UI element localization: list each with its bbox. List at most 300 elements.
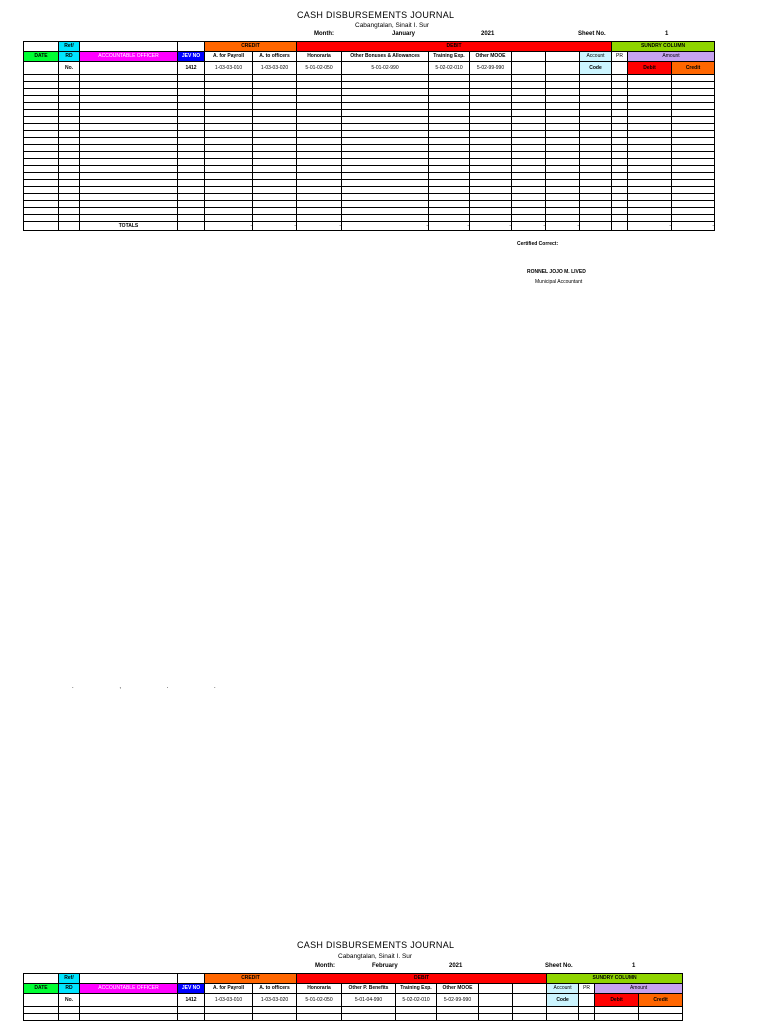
sundry-header: SUNDRY COLUMN bbox=[547, 974, 683, 984]
ledger-cell bbox=[24, 89, 59, 96]
account-code: 1-03-03-010 bbox=[205, 994, 253, 1007]
ledger-cell bbox=[297, 96, 342, 103]
officer-header: ACCOUNTABLE OFFICER bbox=[80, 984, 178, 994]
ledger-cell bbox=[80, 1007, 178, 1014]
ledger-cell bbox=[470, 138, 512, 145]
ledger-cell bbox=[672, 110, 715, 117]
sheet-value: 1 bbox=[665, 31, 669, 37]
col-header: Training Exp. bbox=[429, 52, 470, 62]
ledger-cell bbox=[672, 89, 715, 96]
ledger-cell bbox=[628, 117, 672, 124]
ledger-cell bbox=[437, 1007, 479, 1014]
ledger-row bbox=[24, 208, 715, 215]
ledger-cell bbox=[672, 201, 715, 208]
ledger-cell bbox=[297, 187, 342, 194]
ledger-cell bbox=[612, 89, 628, 96]
ledger-cell bbox=[59, 159, 80, 166]
ledger-cell bbox=[59, 117, 80, 124]
sundry-credit-header: Credit bbox=[672, 62, 715, 75]
ledger-cell bbox=[470, 96, 512, 103]
ledger-cell bbox=[672, 180, 715, 187]
ledger-cell bbox=[612, 187, 628, 194]
debit-header: DEBIT bbox=[297, 42, 612, 52]
ledger-cell bbox=[612, 131, 628, 138]
ledger-cell bbox=[297, 173, 342, 180]
ledger-row bbox=[24, 138, 715, 145]
ledger-cell bbox=[205, 138, 253, 145]
ledger-cell bbox=[470, 103, 512, 110]
ledger-cell bbox=[205, 82, 253, 89]
ledger-cell bbox=[59, 201, 80, 208]
ledger-cell bbox=[205, 215, 253, 222]
ledger-cell bbox=[512, 103, 546, 110]
ledger-cell bbox=[178, 103, 205, 110]
ledger-cell bbox=[24, 187, 59, 194]
total-value: - bbox=[342, 222, 429, 231]
ledger-cell bbox=[24, 124, 59, 131]
ledger-cell bbox=[512, 187, 546, 194]
ledger-cell bbox=[178, 166, 205, 173]
ledger-cell bbox=[80, 131, 178, 138]
ledger-cell bbox=[546, 75, 580, 82]
ledger-cell bbox=[253, 82, 297, 89]
ledger-cell bbox=[80, 103, 178, 110]
ledger-row bbox=[24, 180, 715, 187]
total-value: - bbox=[253, 222, 297, 231]
ledger-cell bbox=[429, 145, 470, 152]
ledger-cell bbox=[512, 89, 546, 96]
ledger-cell bbox=[546, 103, 580, 110]
sundry-debit-header: Debit bbox=[628, 62, 672, 75]
ledger-cell bbox=[429, 159, 470, 166]
ledger-cell bbox=[546, 96, 580, 103]
ledger-row bbox=[24, 75, 715, 82]
ledger-cell bbox=[297, 89, 342, 96]
ledger-cell bbox=[547, 1014, 579, 1021]
ledger-row bbox=[24, 173, 715, 180]
ledger-row bbox=[24, 166, 715, 173]
journal-table bbox=[23, 41, 715, 231]
ledger-cell bbox=[342, 215, 429, 222]
ledger-cell bbox=[612, 82, 628, 89]
ledger-cell bbox=[59, 75, 80, 82]
ledger-cell bbox=[580, 152, 612, 159]
ledger-cell bbox=[24, 145, 59, 152]
ledger-cell bbox=[612, 124, 628, 131]
ledger-cell bbox=[59, 145, 80, 152]
total-value: - bbox=[470, 222, 512, 231]
certified-label: Certified Correct: bbox=[517, 241, 559, 247]
account-code: 5-02-99-990 bbox=[437, 994, 479, 1007]
ledger-cell bbox=[479, 1014, 513, 1021]
ledger-cell bbox=[59, 124, 80, 131]
ledger-cell bbox=[672, 166, 715, 173]
ledger-cell bbox=[80, 1014, 178, 1021]
ledger-cell bbox=[253, 180, 297, 187]
ledger-cell bbox=[579, 1014, 595, 1021]
account-header: Account bbox=[580, 52, 612, 62]
ledger-cell bbox=[297, 75, 342, 82]
ledger-cell bbox=[546, 208, 580, 215]
ledger-cell bbox=[580, 138, 612, 145]
account-code: 5-01-04-990 bbox=[342, 994, 396, 1007]
amount-header: Amount bbox=[595, 984, 683, 994]
ledger-cell bbox=[672, 138, 715, 145]
ledger-cell bbox=[205, 103, 253, 110]
ledger-cell bbox=[205, 145, 253, 152]
ledger-cell bbox=[80, 138, 178, 145]
sheet-value: 1 bbox=[632, 963, 636, 969]
ledger-cell bbox=[470, 201, 512, 208]
ledger-cell bbox=[59, 82, 80, 89]
ledger-cell bbox=[429, 166, 470, 173]
jev-header: JEV NO bbox=[178, 984, 205, 994]
ledger-cell bbox=[470, 173, 512, 180]
ledger-cell bbox=[672, 187, 715, 194]
account-code: 5-02-02-010 bbox=[396, 994, 437, 1007]
ledger-cell bbox=[672, 75, 715, 82]
ledger-cell bbox=[612, 75, 628, 82]
ledger-cell bbox=[672, 159, 715, 166]
ledger-cell bbox=[628, 194, 672, 201]
ledger-cell bbox=[24, 208, 59, 215]
col-header: Other MOOE bbox=[470, 52, 512, 62]
ledger-cell bbox=[178, 145, 205, 152]
ledger-cell bbox=[429, 173, 470, 180]
ledger-cell bbox=[253, 138, 297, 145]
ledger-cell bbox=[579, 1007, 595, 1014]
ledger-cell bbox=[80, 96, 178, 103]
ledger-cell bbox=[24, 82, 59, 89]
ledger-cell bbox=[470, 145, 512, 152]
ledger-cell bbox=[429, 201, 470, 208]
ledger-cell bbox=[672, 117, 715, 124]
ledger-cell bbox=[342, 117, 429, 124]
ledger-cell bbox=[178, 110, 205, 117]
account-header: Account bbox=[547, 984, 579, 994]
ledger-cell bbox=[342, 201, 429, 208]
ledger-cell bbox=[628, 75, 672, 82]
ledger-cell bbox=[253, 215, 297, 222]
ledger-cell bbox=[253, 124, 297, 131]
col-header: Honoraria bbox=[297, 52, 342, 62]
ledger-cell bbox=[470, 208, 512, 215]
month-label: Month: bbox=[314, 31, 334, 37]
account-code: 5-02-02-010 bbox=[429, 62, 470, 75]
ledger-row bbox=[24, 194, 715, 201]
ledger-cell bbox=[429, 208, 470, 215]
ledger-cell bbox=[80, 173, 178, 180]
account-code: 1-03-03-020 bbox=[253, 994, 297, 1007]
ledger-cell bbox=[80, 82, 178, 89]
ledger-cell bbox=[178, 124, 205, 131]
ledger-cell bbox=[297, 208, 342, 215]
ledger-cell bbox=[80, 145, 178, 152]
ledger-cell bbox=[628, 89, 672, 96]
ledger-cell bbox=[297, 152, 342, 159]
ledger-cell bbox=[253, 117, 297, 124]
ledger-cell bbox=[80, 215, 178, 222]
ledger-cell bbox=[612, 117, 628, 124]
ledger-cell bbox=[253, 173, 297, 180]
ledger-cell bbox=[253, 1014, 297, 1021]
ledger-cell bbox=[297, 145, 342, 152]
ledger-row bbox=[24, 187, 715, 194]
ledger-cell bbox=[59, 103, 80, 110]
ledger-cell bbox=[580, 173, 612, 180]
account-code: 1-03-03-020 bbox=[253, 62, 297, 75]
total-value: - bbox=[628, 222, 672, 231]
ledger-cell bbox=[429, 75, 470, 82]
ledger-cell bbox=[546, 124, 580, 131]
date-header: DATE bbox=[24, 984, 59, 994]
ledger-cell bbox=[470, 187, 512, 194]
ledger-row bbox=[24, 117, 715, 124]
ledger-cell bbox=[580, 194, 612, 201]
ledger-cell bbox=[297, 201, 342, 208]
ledger-cell bbox=[580, 166, 612, 173]
ledger-cell bbox=[59, 110, 80, 117]
officer-header: ACCOUNTABLE OFFICER bbox=[80, 52, 178, 62]
ledger-cell bbox=[80, 124, 178, 131]
ledger-cell bbox=[580, 145, 612, 152]
ledger-cell bbox=[253, 194, 297, 201]
ledger-cell bbox=[672, 82, 715, 89]
ledger-row bbox=[24, 96, 715, 103]
col-header: A. to officers bbox=[253, 52, 297, 62]
ledger-row bbox=[24, 1007, 683, 1014]
ledger-cell bbox=[342, 173, 429, 180]
account-code: 5-01-02-050 bbox=[297, 62, 342, 75]
ledger-cell bbox=[470, 124, 512, 131]
ledger-cell bbox=[512, 138, 546, 145]
journal-title: CASH DISBURSEMENTS JOURNAL bbox=[297, 10, 455, 20]
ledger-cell bbox=[612, 194, 628, 201]
ledger-cell bbox=[672, 194, 715, 201]
ledger-cell bbox=[429, 194, 470, 201]
ledger-cell bbox=[297, 194, 342, 201]
month-label: Month: bbox=[315, 963, 335, 969]
ledger-cell bbox=[253, 145, 297, 152]
ledger-cell bbox=[297, 110, 342, 117]
ledger-cell bbox=[342, 82, 429, 89]
ledger-cell bbox=[513, 1007, 547, 1014]
pr-header: PR bbox=[612, 52, 628, 62]
ledger-cell bbox=[178, 138, 205, 145]
ledger-cell bbox=[178, 1007, 205, 1014]
ledger-cell bbox=[178, 96, 205, 103]
ledger-cell bbox=[628, 159, 672, 166]
ledger-cell bbox=[580, 75, 612, 82]
jev-value: 1412 bbox=[178, 62, 205, 75]
ledger-cell bbox=[297, 138, 342, 145]
ledger-row bbox=[24, 131, 715, 138]
ledger-cell bbox=[297, 131, 342, 138]
ledger-cell bbox=[205, 201, 253, 208]
ledger-cell bbox=[297, 124, 342, 131]
ledger-cell bbox=[546, 201, 580, 208]
ledger-cell bbox=[24, 159, 59, 166]
ledger-cell bbox=[24, 1007, 59, 1014]
ledger-cell bbox=[253, 75, 297, 82]
ledger-cell bbox=[580, 215, 612, 222]
month-value: January bbox=[392, 31, 416, 37]
ledger-cell bbox=[178, 194, 205, 201]
ledger-cell bbox=[178, 208, 205, 215]
ledger-cell bbox=[178, 215, 205, 222]
ledger-cell bbox=[24, 201, 59, 208]
ledger-cell bbox=[429, 89, 470, 96]
ledger-cell bbox=[59, 89, 80, 96]
code-header: Code bbox=[580, 62, 612, 75]
ledger-cell bbox=[546, 215, 580, 222]
ledger-cell bbox=[512, 215, 546, 222]
ledger-cell bbox=[429, 131, 470, 138]
rd-header: RD bbox=[59, 52, 80, 62]
ledger-cell bbox=[253, 166, 297, 173]
month-value: February bbox=[372, 963, 398, 969]
ledger-cell bbox=[580, 117, 612, 124]
ledger-cell bbox=[612, 201, 628, 208]
ledger-cell bbox=[297, 1007, 342, 1014]
ledger-cell bbox=[628, 215, 672, 222]
ledger-cell bbox=[512, 117, 546, 124]
ledger-cell bbox=[253, 1007, 297, 1014]
col-header: A. for Payroll bbox=[205, 52, 253, 62]
ledger-cell bbox=[628, 138, 672, 145]
ledger-cell bbox=[580, 110, 612, 117]
ledger-cell bbox=[672, 208, 715, 215]
ledger-cell bbox=[580, 208, 612, 215]
ledger-row bbox=[24, 103, 715, 110]
ledger-cell bbox=[205, 152, 253, 159]
ledger-cell bbox=[672, 173, 715, 180]
ledger-cell bbox=[59, 1014, 80, 1021]
sundry-header: SUNDRY COLUMN bbox=[612, 42, 715, 52]
ledger-cell bbox=[470, 215, 512, 222]
journal-table bbox=[23, 973, 683, 1021]
ledger-cell bbox=[59, 194, 80, 201]
credit-header: CREDIT bbox=[205, 974, 297, 984]
ledger-cell bbox=[342, 89, 429, 96]
ledger-cell bbox=[297, 1014, 342, 1021]
ledger-cell bbox=[178, 117, 205, 124]
credit-header: CREDIT bbox=[205, 42, 297, 52]
ledger-cell bbox=[80, 117, 178, 124]
ledger-cell bbox=[580, 201, 612, 208]
ledger-cell bbox=[580, 180, 612, 187]
ledger-cell bbox=[24, 103, 59, 110]
stray-marks: . , . . bbox=[72, 684, 238, 690]
col-header: Honoraria bbox=[297, 984, 342, 994]
ledger-cell bbox=[205, 117, 253, 124]
ledger-cell bbox=[612, 166, 628, 173]
ledger-cell bbox=[628, 124, 672, 131]
ledger-cell bbox=[672, 124, 715, 131]
ledger-cell bbox=[546, 180, 580, 187]
ledger-cell bbox=[297, 166, 342, 173]
ledger-cell bbox=[628, 103, 672, 110]
ledger-cell bbox=[24, 131, 59, 138]
ledger-cell bbox=[342, 159, 429, 166]
ledger-cell bbox=[639, 1007, 683, 1014]
ledger-cell bbox=[342, 131, 429, 138]
ledger-cell bbox=[580, 131, 612, 138]
ref-header: Ref/ bbox=[59, 974, 80, 984]
ledger-cell bbox=[178, 173, 205, 180]
ledger-cell bbox=[59, 173, 80, 180]
journal-title: CASH DISBURSEMENTS JOURNAL bbox=[297, 940, 455, 950]
ledger-cell bbox=[628, 201, 672, 208]
ledger-cell bbox=[205, 173, 253, 180]
ledger-cell bbox=[429, 138, 470, 145]
ledger-cell bbox=[672, 152, 715, 159]
ledger-cell bbox=[342, 194, 429, 201]
ledger-cell bbox=[178, 187, 205, 194]
ledger-cell bbox=[547, 1007, 579, 1014]
ledger-cell bbox=[612, 96, 628, 103]
ledger-cell bbox=[612, 180, 628, 187]
ledger-cell bbox=[253, 159, 297, 166]
ledger-cell bbox=[595, 1014, 639, 1021]
ledger-cell bbox=[512, 173, 546, 180]
ledger-cell bbox=[297, 159, 342, 166]
ledger-cell bbox=[396, 1007, 437, 1014]
ledger-cell bbox=[429, 110, 470, 117]
ledger-cell bbox=[24, 215, 59, 222]
ledger-cell bbox=[24, 166, 59, 173]
ledger-cell bbox=[80, 110, 178, 117]
ledger-cell bbox=[639, 1014, 683, 1021]
ledger-cell bbox=[342, 103, 429, 110]
ledger-row bbox=[24, 110, 715, 117]
ledger-cell bbox=[429, 215, 470, 222]
ledger-cell bbox=[253, 96, 297, 103]
ledger-cell bbox=[297, 117, 342, 124]
ledger-cell bbox=[546, 187, 580, 194]
ledger-cell bbox=[178, 131, 205, 138]
ledger-cell bbox=[342, 1007, 396, 1014]
ledger-cell bbox=[253, 110, 297, 117]
ledger-cell bbox=[80, 187, 178, 194]
ledger-cell bbox=[546, 89, 580, 96]
ledger-cell bbox=[24, 117, 59, 124]
accountant-name: RONNEL JOJO M. LIVED bbox=[527, 269, 586, 275]
journal-location: Cabangtalan, Sinait I. Sur bbox=[355, 22, 430, 29]
ledger-cell bbox=[253, 103, 297, 110]
ledger-cell bbox=[205, 187, 253, 194]
ledger-cell bbox=[342, 187, 429, 194]
ledger-cell bbox=[513, 1014, 547, 1021]
ledger-cell bbox=[429, 82, 470, 89]
ledger-cell bbox=[546, 145, 580, 152]
ledger-cell bbox=[512, 194, 546, 201]
ledger-cell bbox=[178, 89, 205, 96]
col-header: Other P. Benefits bbox=[342, 984, 396, 994]
ledger-cell bbox=[512, 82, 546, 89]
ledger-cell bbox=[24, 194, 59, 201]
ledger-cell bbox=[342, 152, 429, 159]
ledger-row bbox=[24, 159, 715, 166]
ledger-cell bbox=[512, 159, 546, 166]
ledger-row bbox=[24, 89, 715, 96]
ledger-cell bbox=[80, 166, 178, 173]
sundry-credit-header: Credit bbox=[639, 994, 683, 1007]
ledger-cell bbox=[342, 96, 429, 103]
ledger-cell bbox=[512, 180, 546, 187]
ledger-cell bbox=[470, 159, 512, 166]
ledger-cell bbox=[342, 1014, 396, 1021]
